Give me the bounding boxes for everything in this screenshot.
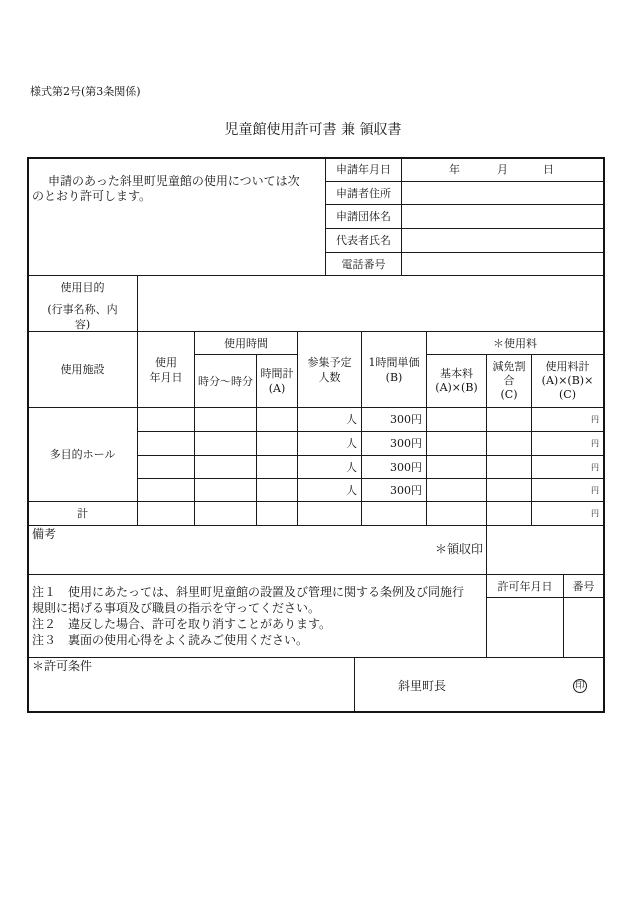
usage-fee-header: ＊使用料 bbox=[427, 332, 604, 355]
permit-date-value bbox=[487, 598, 564, 658]
note-3: 注３ 裏面の使用心得をよく読みご使用ください。 bbox=[32, 633, 309, 647]
row-4-attendees-cell: 人 bbox=[298, 479, 362, 502]
application-date-label: 申請年月日 bbox=[326, 158, 402, 182]
row-3-hours-total-cell bbox=[257, 456, 298, 479]
row-3-time-range-cell bbox=[195, 456, 257, 479]
day-unit: 日 bbox=[543, 163, 554, 176]
form-number: 様式第2号(第3条関係) bbox=[30, 85, 141, 98]
row-4-base-fee-cell bbox=[427, 479, 487, 502]
row-3-reduction-rate-cell bbox=[487, 456, 532, 479]
total-fee-total-cell: 円 bbox=[532, 502, 604, 526]
base-fee-header: 基本料 (A)×(B) bbox=[427, 355, 487, 408]
notes-cell bbox=[28, 575, 487, 658]
row-4-hourly-rate-cell: 300円 bbox=[362, 479, 427, 502]
reduction-rate-header: 減免割 合 (C) bbox=[487, 355, 532, 408]
remarks-label: 備考 bbox=[32, 527, 57, 541]
row-3-attendees-cell: 人 bbox=[298, 456, 362, 479]
total-reduction-rate-cell bbox=[487, 502, 532, 526]
row-1-fee-total-cell: 円 bbox=[532, 408, 604, 432]
row-1-hours-total-cell bbox=[257, 408, 298, 432]
permit-statement: 申請のあった斜里町児童館の使用については次 のとおり許可します。 bbox=[32, 174, 300, 203]
permit-number-label: 番号 bbox=[564, 575, 604, 598]
purpose-label: 使用目的 bbox=[60, 281, 105, 294]
receipt-stamp-label: ＊領収印 bbox=[434, 542, 483, 556]
hours-total-header: 時間計 (A) bbox=[257, 355, 298, 408]
row-2-reduction-rate-cell bbox=[487, 432, 532, 456]
form-title: 児童館使用許可書 兼 領収書 bbox=[224, 122, 402, 138]
row-4-time-range-cell bbox=[195, 479, 257, 502]
representative-name-value bbox=[402, 229, 604, 253]
attendees-header: 参集予定 人数 bbox=[298, 332, 362, 408]
total-usage-date-cell bbox=[138, 502, 195, 526]
phone-number-value bbox=[402, 253, 604, 276]
permit-statement-cell bbox=[28, 158, 326, 276]
phone-number-label: 電話番号 bbox=[326, 253, 402, 276]
row-1-usage-date-cell bbox=[138, 408, 195, 432]
seal-mark-icon: 印 bbox=[573, 679, 587, 693]
row-1-base-fee-cell bbox=[427, 408, 487, 432]
hourly-rate-header: 1時間単価 (B) bbox=[362, 332, 427, 408]
usage-time-header: 使用時間 bbox=[195, 332, 298, 355]
permit-conditions-label: ＊許可条件 bbox=[32, 659, 93, 673]
row-3-base-fee-cell bbox=[427, 456, 487, 479]
row-2-hourly-rate-cell: 300円 bbox=[362, 432, 427, 456]
month-unit: 月 bbox=[497, 163, 508, 176]
row-2-usage-date-cell bbox=[138, 432, 195, 456]
permit-form-table bbox=[27, 157, 605, 713]
row-2-attendees-cell: 人 bbox=[298, 432, 362, 456]
representative-name-label: 代表者氏名 bbox=[326, 229, 402, 253]
purpose-label-cell bbox=[28, 276, 138, 332]
issuer-cell bbox=[355, 658, 604, 712]
row-4-fee-total-cell: 円 bbox=[532, 479, 604, 502]
row-3-fee-total-cell: 円 bbox=[532, 456, 604, 479]
total-base-fee-cell bbox=[427, 502, 487, 526]
permit-conditions-cell bbox=[28, 658, 355, 712]
total-hours-total-cell bbox=[257, 502, 298, 526]
application-date-value bbox=[402, 158, 604, 182]
row-1-reduction-rate-cell bbox=[487, 408, 532, 432]
row-1-attendees-cell: 人 bbox=[298, 408, 362, 432]
issuer-title: 斜里町長 bbox=[398, 679, 447, 693]
remarks-cell bbox=[28, 526, 487, 575]
row-2-hours-total-cell bbox=[257, 432, 298, 456]
facility-name: 多目的ホール bbox=[28, 408, 138, 502]
time-range-header: 時分〜時分 bbox=[195, 355, 257, 408]
note-1: 注１ 使用にあたっては、斜里町児童館の設置及び管理に関する条例及び同施行 規則に掲げる事項及び職員の指示を守ってください。 bbox=[32, 585, 465, 615]
row-2-base-fee-cell bbox=[427, 432, 487, 456]
row-1-time-range-cell bbox=[195, 408, 257, 432]
row-2-time-range-cell bbox=[195, 432, 257, 456]
purpose-value bbox=[138, 276, 604, 332]
total-label: 計 bbox=[28, 502, 138, 526]
permit-number-value bbox=[564, 598, 604, 658]
facility-header: 使用施設 bbox=[28, 332, 138, 408]
applicant-address-value bbox=[402, 182, 604, 205]
fee-total-header: 使用料計 (A)×(B)× (C) bbox=[532, 355, 604, 408]
row-3-hourly-rate-cell: 300円 bbox=[362, 456, 427, 479]
purpose-sublabel: (行事名称、内 容) bbox=[47, 303, 118, 331]
row-1-hourly-rate-cell: 300円 bbox=[362, 408, 427, 432]
row-4-reduction-rate-cell bbox=[487, 479, 532, 502]
total-attendees-cell bbox=[298, 502, 362, 526]
year-unit: 年 bbox=[449, 163, 460, 176]
row-4-usage-date-cell bbox=[138, 479, 195, 502]
group-name-label: 申請団体名 bbox=[326, 205, 402, 229]
permit-date-label: 許可年月日 bbox=[487, 575, 564, 598]
receipt-stamp-area bbox=[487, 526, 604, 575]
total-hourly-rate-cell bbox=[362, 502, 427, 526]
row-3-usage-date-cell bbox=[138, 456, 195, 479]
note-2: 注２ 違反した場合、許可を取り消すことがあります。 bbox=[32, 617, 332, 631]
total-time-range-cell bbox=[195, 502, 257, 526]
usage-date-header: 使用 年月日 bbox=[138, 332, 195, 408]
group-name-value bbox=[402, 205, 604, 229]
applicant-address-label: 申請者住所 bbox=[326, 182, 402, 205]
row-2-fee-total-cell: 円 bbox=[532, 432, 604, 456]
row-4-hours-total-cell bbox=[257, 479, 298, 502]
